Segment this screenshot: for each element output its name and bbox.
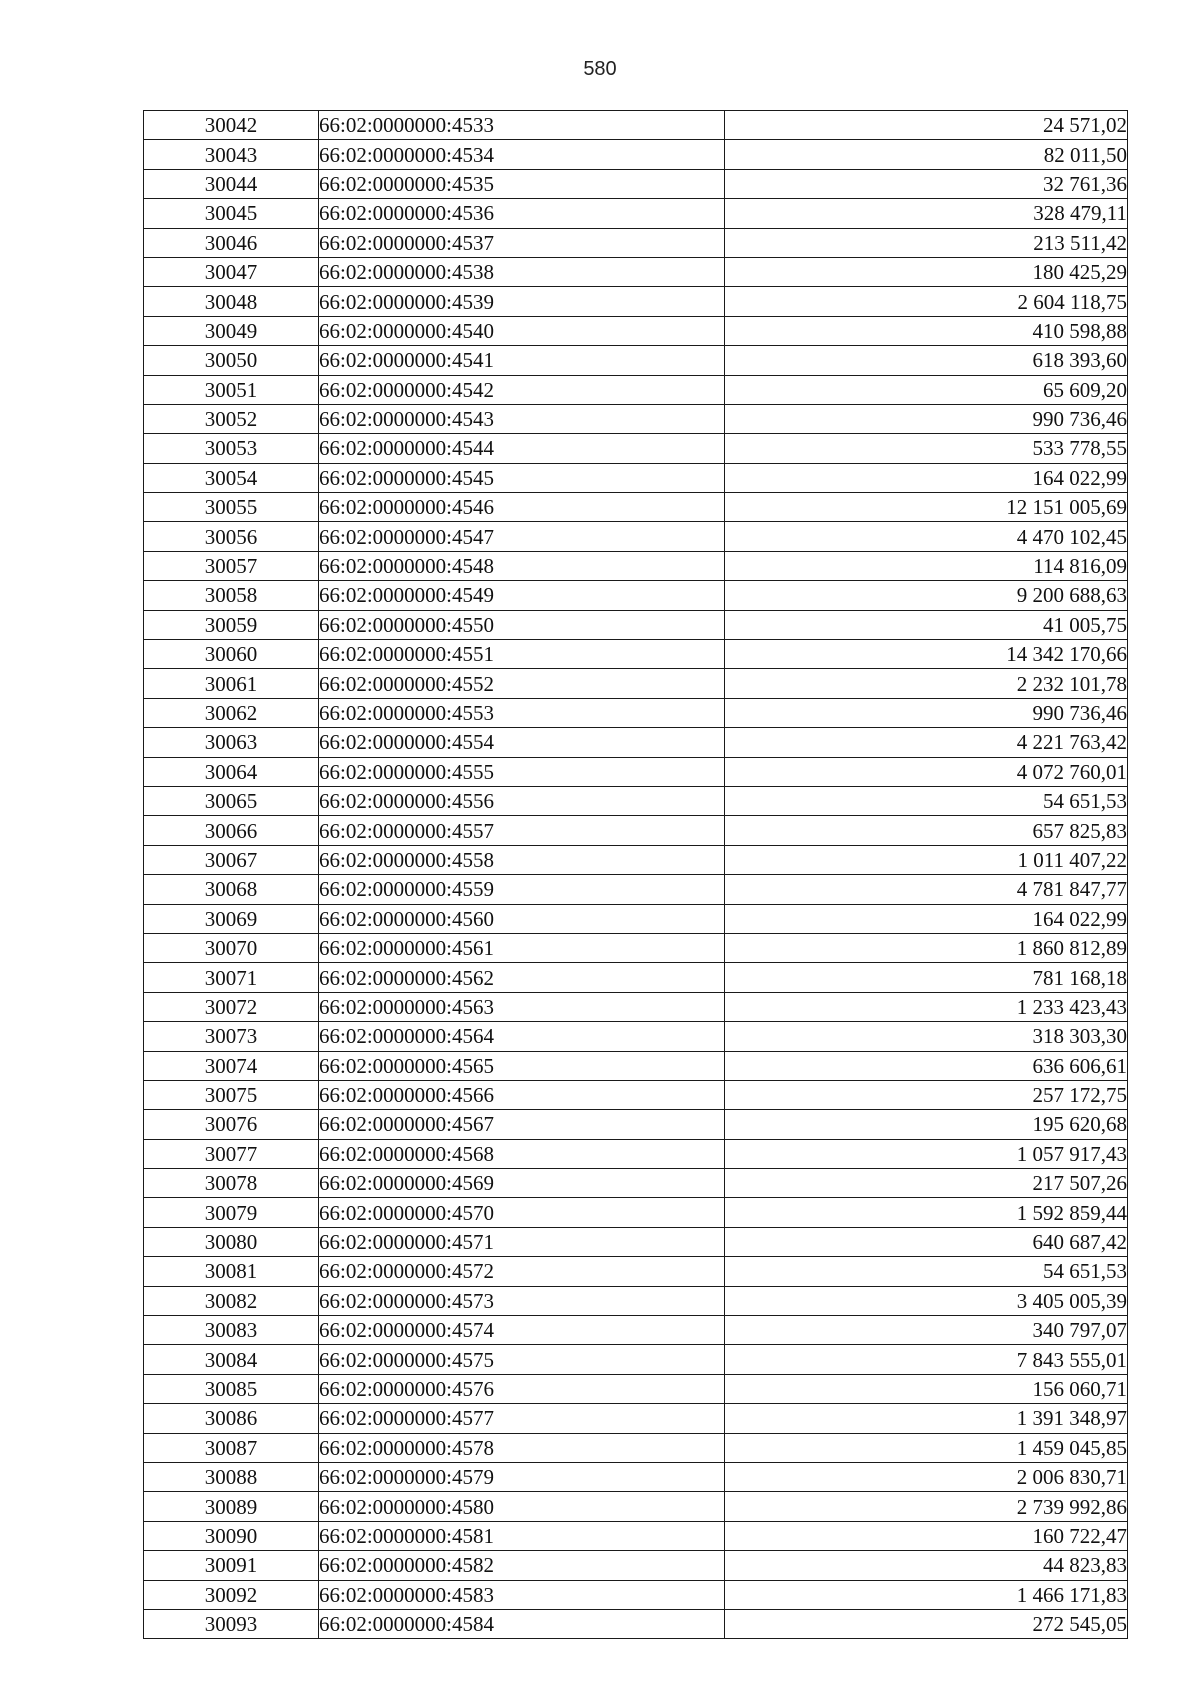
cadastral-number-cell: 66:02:0000000:4569 [319,1169,725,1198]
cadastral-number-cell: 66:02:0000000:4576 [319,1374,725,1403]
table-row [144,816,1128,845]
table-row [144,1580,1128,1609]
cadastral-value-cell: 257 172,75 [725,1080,1128,1109]
table-row [144,140,1128,169]
cadastral-number-cell: 66:02:0000000:4545 [319,463,725,492]
row-number-cell: 30073 [144,1022,319,1051]
table-row [144,287,1128,316]
cadastral-value-cell: 44 823,83 [725,1551,1128,1580]
cadastral-value-cell: 1 592 859,44 [725,1198,1128,1227]
cadastral-value-cell: 1 860 812,89 [725,933,1128,962]
cadastral-value-cell: 636 606,61 [725,1051,1128,1080]
row-number-cell: 30071 [144,963,319,992]
cadastral-number-cell: 66:02:0000000:4565 [319,1051,725,1080]
cadastral-value-cell: 14 342 170,66 [725,640,1128,669]
cadastral-number-cell: 66:02:0000000:4539 [319,287,725,316]
cadastral-number-cell: 66:02:0000000:4583 [319,1580,725,1609]
cadastral-value-cell: 2 006 830,71 [725,1462,1128,1491]
table-row [144,933,1128,962]
cadastral-value-cell: 2 604 118,75 [725,287,1128,316]
table-row [144,434,1128,463]
cadastral-value-cell: 213 511,42 [725,228,1128,257]
cadastral-number-cell: 66:02:0000000:4547 [319,522,725,551]
table-row [144,346,1128,375]
table-row [144,1022,1128,1051]
row-number-cell: 30090 [144,1521,319,1550]
row-number-cell: 30048 [144,287,319,316]
cadastral-value-cell: 781 168,18 [725,963,1128,992]
cadastral-number-cell: 66:02:0000000:4544 [319,434,725,463]
cadastral-value-cell: 32 761,36 [725,169,1128,198]
row-number-cell: 30067 [144,845,319,874]
cadastral-value-cell: 618 393,60 [725,346,1128,375]
row-number-cell: 30077 [144,1139,319,1168]
cadastral-number-cell: 66:02:0000000:4572 [319,1257,725,1286]
cadastral-value-cell: 4 221 763,42 [725,728,1128,757]
row-number-cell: 30087 [144,1433,319,1462]
row-number-cell: 30058 [144,581,319,610]
cadastral-value-cell: 156 060,71 [725,1374,1128,1403]
row-number-cell: 30064 [144,757,319,786]
row-number-cell: 30079 [144,1198,319,1227]
table-row [144,757,1128,786]
cadastral-value-cell: 82 011,50 [725,140,1128,169]
table-row [144,1551,1128,1580]
row-number-cell: 30082 [144,1286,319,1315]
row-number-cell: 30081 [144,1257,319,1286]
cadastral-number-cell: 66:02:0000000:4584 [319,1609,725,1638]
table-row [144,845,1128,874]
cadastral-number-cell: 66:02:0000000:4562 [319,963,725,992]
cadastral-number-cell: 66:02:0000000:4561 [319,933,725,962]
cadastral-number-cell: 66:02:0000000:4577 [319,1404,725,1433]
cadastral-number-cell: 66:02:0000000:4579 [319,1462,725,1491]
cadastral-value-cell: 318 303,30 [725,1022,1128,1051]
table-row [144,111,1128,140]
table-row [144,610,1128,639]
table-row [144,1492,1128,1521]
row-number-cell: 30049 [144,316,319,345]
table-row [144,1316,1128,1345]
cadastral-number-cell: 66:02:0000000:4538 [319,257,725,286]
row-number-cell: 30080 [144,1227,319,1256]
table-row [144,1257,1128,1286]
row-number-cell: 30060 [144,640,319,669]
row-number-cell: 30061 [144,669,319,698]
cadastral-number-cell: 66:02:0000000:4553 [319,698,725,727]
cadastral-number-cell: 66:02:0000000:4567 [319,1110,725,1139]
row-number-cell: 30083 [144,1316,319,1345]
cadastral-number-cell: 66:02:0000000:4537 [319,228,725,257]
row-number-cell: 30044 [144,169,319,198]
cadastral-number-cell: 66:02:0000000:4554 [319,728,725,757]
cadastral-value-cell: 640 687,42 [725,1227,1128,1256]
row-number-cell: 30086 [144,1404,319,1433]
cadastral-value-cell: 160 722,47 [725,1521,1128,1550]
cadastral-value-cell: 2 232 101,78 [725,669,1128,698]
cadastral-number-cell: 66:02:0000000:4543 [319,404,725,433]
cadastral-value-cell: 1 466 171,83 [725,1580,1128,1609]
row-number-cell: 30051 [144,375,319,404]
table-row [144,1433,1128,1462]
row-number-cell: 30074 [144,1051,319,1080]
row-number-cell: 30050 [144,346,319,375]
cadastral-value-cell: 65 609,20 [725,375,1128,404]
row-number-cell: 30062 [144,698,319,727]
table-row [144,1345,1128,1374]
cadastral-value-cell: 272 545,05 [725,1609,1128,1638]
table-row [144,404,1128,433]
row-number-cell: 30068 [144,875,319,904]
table-row [144,698,1128,727]
table-container [143,110,1128,1639]
table-row [144,1227,1128,1256]
cadastral-value-cell: 3 405 005,39 [725,1286,1128,1315]
cadastral-value-cell: 1 233 423,43 [725,992,1128,1021]
cadastral-value-cell: 41 005,75 [725,610,1128,639]
cadastral-number-cell: 66:02:0000000:4564 [319,1022,725,1051]
cadastral-number-cell: 66:02:0000000:4580 [319,1492,725,1521]
table-row [144,669,1128,698]
row-number-cell: 30056 [144,522,319,551]
row-number-cell: 30084 [144,1345,319,1374]
table-row [144,728,1128,757]
table-row [144,1198,1128,1227]
row-number-cell: 30059 [144,610,319,639]
cadastral-value-cell: 1 011 407,22 [725,845,1128,874]
row-number-cell: 30092 [144,1580,319,1609]
cadastral-value-cell: 114 816,09 [725,551,1128,580]
cadastral-number-cell: 66:02:0000000:4575 [319,1345,725,1374]
cadastral-number-cell: 66:02:0000000:4534 [319,140,725,169]
row-number-cell: 30091 [144,1551,319,1580]
cadastral-value-cell: 195 620,68 [725,1110,1128,1139]
table-row [144,1521,1128,1550]
table-row [144,463,1128,492]
cadastral-value-cell: 2 739 992,86 [725,1492,1128,1521]
table-row [144,875,1128,904]
table-row [144,522,1128,551]
cadastral-value-cell: 4 781 847,77 [725,875,1128,904]
cadastral-value-cell: 1 057 917,43 [725,1139,1128,1168]
cadastral-number-cell: 66:02:0000000:4542 [319,375,725,404]
cadastral-value-cell: 9 200 688,63 [725,581,1128,610]
cadastral-number-cell: 66:02:0000000:4582 [319,1551,725,1580]
cadastral-value-cell: 990 736,46 [725,404,1128,433]
table-row [144,1080,1128,1109]
row-number-cell: 30054 [144,463,319,492]
cadastral-value-cell: 164 022,99 [725,463,1128,492]
cadastral-number-cell: 66:02:0000000:4549 [319,581,725,610]
cadastral-value-cell: 54 651,53 [725,786,1128,815]
cadastral-number-cell: 66:02:0000000:4548 [319,551,725,580]
table-row [144,1139,1128,1168]
table-row [144,786,1128,815]
cadastral-number-cell: 66:02:0000000:4571 [319,1227,725,1256]
table-row [144,1051,1128,1080]
cadastral-value-cell: 24 571,02 [725,111,1128,140]
table-row [144,640,1128,669]
row-number-cell: 30085 [144,1374,319,1403]
table-row [144,581,1128,610]
table-row [144,1169,1128,1198]
cadastral-number-cell: 66:02:0000000:4555 [319,757,725,786]
cadastral-value-cell: 657 825,83 [725,816,1128,845]
table-row [144,316,1128,345]
cadastral-value-cell: 217 507,26 [725,1169,1128,1198]
row-number-cell: 30046 [144,228,319,257]
row-number-cell: 30057 [144,551,319,580]
cadastral-number-cell: 66:02:0000000:4557 [319,816,725,845]
row-number-cell: 30063 [144,728,319,757]
table-row [144,904,1128,933]
table-row [144,1404,1128,1433]
row-number-cell: 30076 [144,1110,319,1139]
cadastral-value-cell: 410 598,88 [725,316,1128,345]
table-row [144,169,1128,198]
table-row [144,551,1128,580]
cadastral-number-cell: 66:02:0000000:4536 [319,199,725,228]
cadastral-number-cell: 66:02:0000000:4560 [319,904,725,933]
row-number-cell: 30089 [144,1492,319,1521]
cadastral-number-cell: 66:02:0000000:4552 [319,669,725,698]
table-row [144,1286,1128,1315]
cadastral-number-cell: 66:02:0000000:4541 [319,346,725,375]
row-number-cell: 30069 [144,904,319,933]
cadastral-number-cell: 66:02:0000000:4551 [319,640,725,669]
cadastral-number-cell: 66:02:0000000:4559 [319,875,725,904]
cadastral-number-cell: 66:02:0000000:4533 [319,111,725,140]
cadastral-number-cell: 66:02:0000000:4581 [319,1521,725,1550]
cadastral-number-cell: 66:02:0000000:4556 [319,786,725,815]
table-row [144,1609,1128,1638]
row-number-cell: 30047 [144,257,319,286]
cadastral-number-cell: 66:02:0000000:4563 [319,992,725,1021]
cadastral-value-table [143,110,1128,1639]
row-number-cell: 30053 [144,434,319,463]
cadastral-number-cell: 66:02:0000000:4573 [319,1286,725,1315]
table-row [144,1110,1128,1139]
row-number-cell: 30075 [144,1080,319,1109]
row-number-cell: 30093 [144,1609,319,1638]
row-number-cell: 30052 [144,404,319,433]
cadastral-value-cell: 4 072 760,01 [725,757,1128,786]
row-number-cell: 30078 [144,1169,319,1198]
table-row [144,199,1128,228]
cadastral-value-cell: 340 797,07 [725,1316,1128,1345]
table-row [144,1374,1128,1403]
table-body [144,111,1128,1639]
cadastral-value-cell: 990 736,46 [725,698,1128,727]
cadastral-value-cell: 1 459 045,85 [725,1433,1128,1462]
cadastral-value-cell: 54 651,53 [725,1257,1128,1286]
cadastral-number-cell: 66:02:0000000:4546 [319,493,725,522]
table-row [144,963,1128,992]
row-number-cell: 30066 [144,816,319,845]
table-row [144,493,1128,522]
cadastral-value-cell: 180 425,29 [725,257,1128,286]
cadastral-value-cell: 12 151 005,69 [725,493,1128,522]
cadastral-value-cell: 533 778,55 [725,434,1128,463]
row-number-cell: 30070 [144,933,319,962]
row-number-cell: 30055 [144,493,319,522]
cadastral-value-cell: 1 391 348,97 [725,1404,1128,1433]
row-number-cell: 30088 [144,1462,319,1491]
table-row [144,1462,1128,1491]
row-number-cell: 30043 [144,140,319,169]
table-row [144,257,1128,286]
cadastral-value-cell: 328 479,11 [725,199,1128,228]
cadastral-number-cell: 66:02:0000000:4578 [319,1433,725,1462]
cadastral-value-cell: 164 022,99 [725,904,1128,933]
cadastral-number-cell: 66:02:0000000:4535 [319,169,725,198]
cadastral-value-cell: 7 843 555,01 [725,1345,1128,1374]
table-row [144,228,1128,257]
cadastral-number-cell: 66:02:0000000:4558 [319,845,725,874]
row-number-cell: 30072 [144,992,319,1021]
cadastral-number-cell: 66:02:0000000:4568 [319,1139,725,1168]
cadastral-number-cell: 66:02:0000000:4574 [319,1316,725,1345]
cadastral-number-cell: 66:02:0000000:4550 [319,610,725,639]
cadastral-number-cell: 66:02:0000000:4570 [319,1198,725,1227]
row-number-cell: 30045 [144,199,319,228]
row-number-cell: 30042 [144,111,319,140]
cadastral-value-cell: 4 470 102,45 [725,522,1128,551]
cadastral-number-cell: 66:02:0000000:4566 [319,1080,725,1109]
page-number: 580 [583,58,617,80]
table-row [144,992,1128,1021]
cadastral-number-cell: 66:02:0000000:4540 [319,316,725,345]
row-number-cell: 30065 [144,786,319,815]
table-row [144,375,1128,404]
